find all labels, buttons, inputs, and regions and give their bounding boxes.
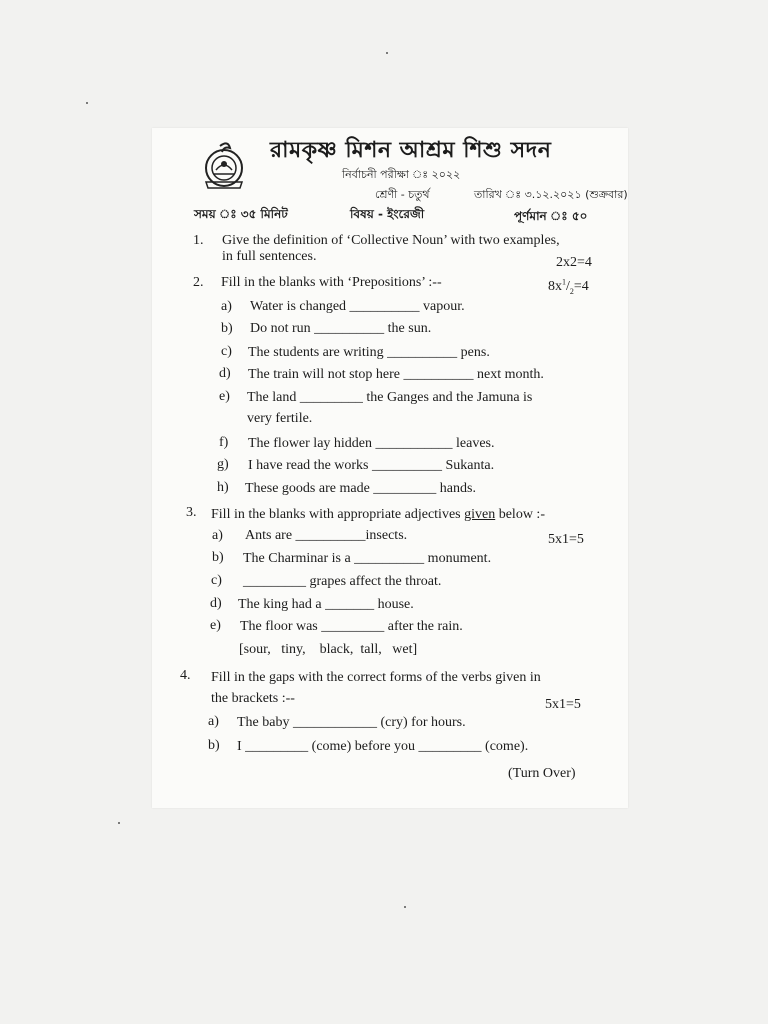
q3-text: Fill in the blanks with appropriate adjectives given below :- [211, 507, 545, 522]
q2-item-label: a) [221, 299, 232, 314]
q3-item-text: _________ grapes affect the throat. [243, 574, 442, 589]
q2-text: Fill in the blanks with ‘Prepositions’ :-- [221, 275, 442, 290]
q4-item-text: I _________ (come) before you _________ (come). [237, 739, 529, 754]
q1-number: 1. [193, 233, 204, 248]
q2-number: 2. [193, 275, 204, 290]
q3-item-text: The floor was _________ after the rain. [240, 619, 463, 634]
q2-item-text: The land _________ the Ganges and the Jamuna is [247, 390, 533, 405]
scan-speck [86, 102, 88, 104]
q2-item-text: I have read the works __________ Sukanta. [248, 458, 495, 473]
school-name: রামকৃষ্ণ মিশন আশ্রম শিশু সদন [270, 138, 552, 163]
exam-date: তারিখ ঃ ৩.১২.২০২১ (শুক্রবার) [474, 188, 628, 201]
scan-speck [386, 52, 388, 54]
q3-item-label: d) [210, 596, 222, 611]
q3-item-label: e) [210, 618, 221, 633]
q3-number: 3. [186, 505, 197, 520]
q2-item-label: h) [217, 480, 229, 495]
q4-text: Fill in the gaps with the correct forms of the verbs given in [211, 670, 541, 685]
q4-item-text: The baby ____________ (cry) for hours. [237, 715, 466, 730]
q2-item-text: Water is changed __________ vapour. [250, 299, 465, 314]
q2-item-label: d) [219, 366, 231, 381]
school-emblem-logo [198, 138, 254, 194]
q4-item-label: b) [208, 738, 220, 753]
q3-item-text: The king had a _______ house. [238, 597, 414, 612]
scan-speck [404, 906, 406, 908]
q2-item-text: The students are writing __________ pens. [248, 345, 490, 360]
q2-marks: $8x^1/_2=4$ [548, 277, 589, 296]
q2-item-label: b) [221, 321, 233, 336]
q2-item-text: The train will not stop here __________ next month. [248, 367, 544, 382]
q2-item-text: These goods are made _________ hands. [245, 481, 476, 496]
q4-marks: 5x1=5 [545, 697, 581, 712]
q1-marks: 2x2=4 [556, 255, 592, 270]
q2-item-text-cont: very fertile. [247, 411, 313, 426]
full-marks: পূর্ণমান ঃ ৫০ [514, 209, 588, 223]
q1-text: Give the definition of ‘Collective Noun’ with two examples, [222, 233, 560, 248]
q4-text-cont: the brackets :-- [211, 691, 295, 706]
q2-item-label: c) [221, 344, 232, 359]
time-allowed: সময় ঃ ৩৫ মিনিট [194, 207, 288, 221]
q2-item-label: g) [217, 457, 229, 472]
q2-item-text: The flower lay hidden ___________ leaves. [248, 436, 495, 451]
subject-label: বিষয় - ইংরেজী [350, 207, 425, 221]
q3-item-label: c) [211, 573, 222, 588]
q4-item-label: a) [208, 714, 219, 729]
q1-text-cont: in full sentences. [222, 249, 317, 264]
exam-name: নির্বাচনী পরীক্ষা ঃ ২০২২ [342, 168, 461, 181]
q2-item-label: f) [219, 435, 229, 450]
q4-number: 4. [180, 668, 191, 683]
q3-word-bank: [sour, tiny, black, tall, wet] [239, 642, 418, 657]
q3-item-label: b) [212, 550, 224, 565]
q2-item-text: Do not run __________ the sun. [250, 321, 432, 336]
q3-item-text: Ants are __________insects. [245, 528, 408, 543]
class-label: শ্রেণী - চতুর্থ [375, 188, 430, 201]
q3-item-label: a) [212, 528, 223, 543]
q3-item-text: The Charminar is a __________ monument. [243, 551, 492, 566]
scan-speck [118, 822, 120, 824]
turn-over-note: (Turn Over) [508, 766, 576, 781]
q2-item-label: e) [219, 389, 230, 404]
q3-marks: 5x1=5 [548, 532, 584, 547]
